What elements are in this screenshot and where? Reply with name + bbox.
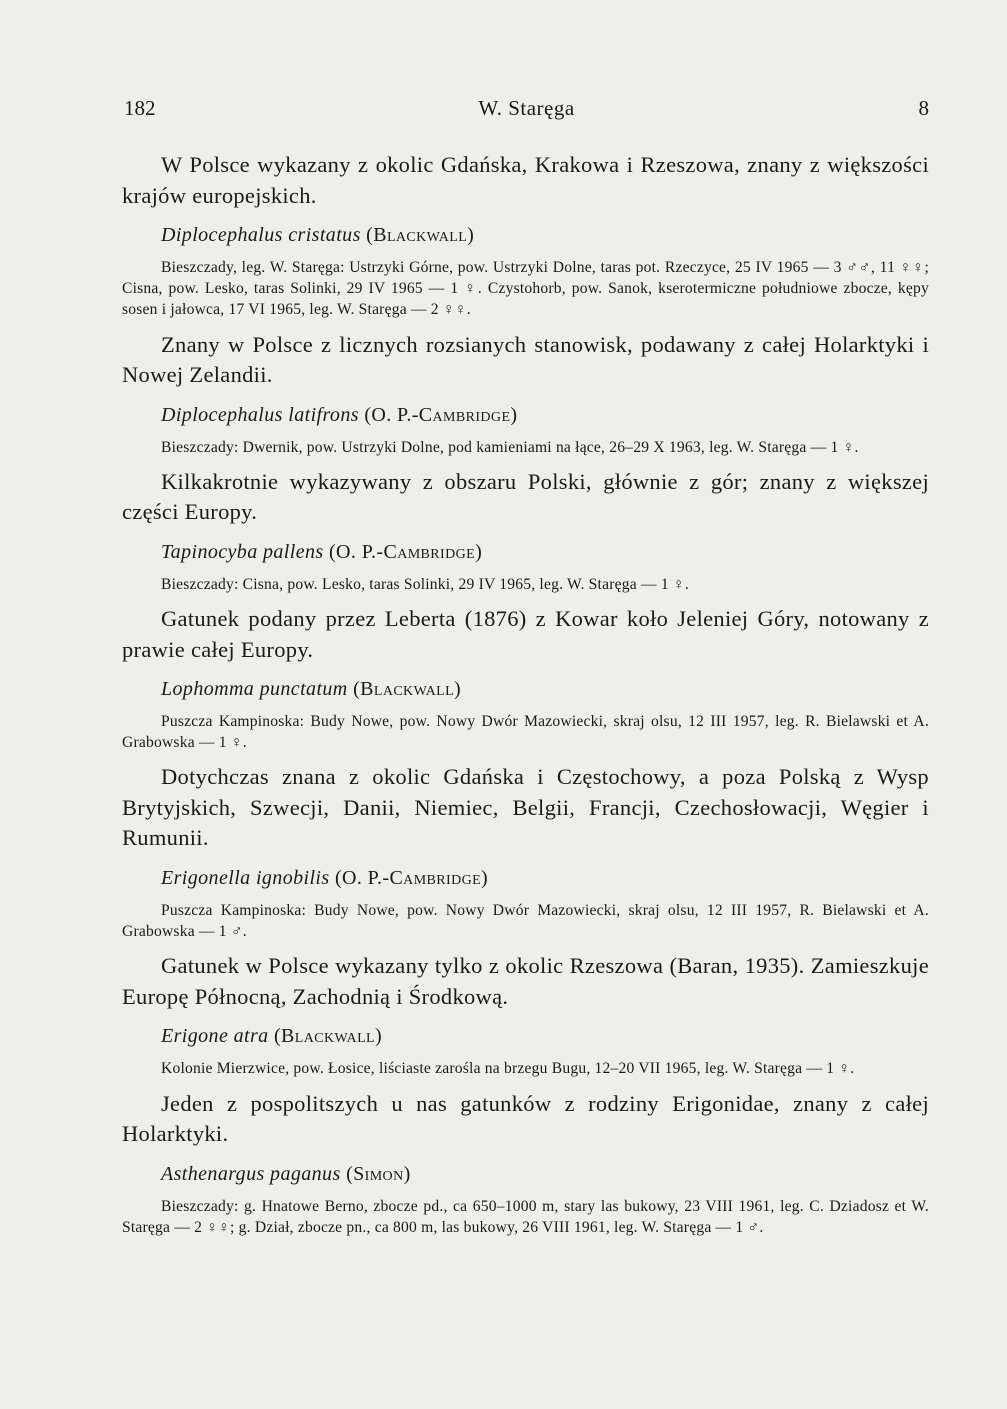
- paragraph: Gatunek podany przez Leberta (1876) z Kowar koło Jeleniej Góry, notowany z prawie całej Europy.: [122, 606, 929, 662]
- species-heading: [161, 1023, 929, 1049]
- running-header: [124, 96, 929, 128]
- species-name: Diplocephalus cristatus: [161, 224, 361, 246]
- collection-record: Bieszczady: Dwernik, pow. Ustrzyki Dolne, pod kamieniami na łące, 26–29 X 1963, leg. W. Staręga — 1 ♀.: [161, 438, 859, 456]
- species-name: Diplocephalus latifrons: [161, 403, 359, 426]
- species-name: Erigone atra: [161, 1025, 269, 1048]
- species-heading: [161, 865, 929, 891]
- species-author: (O. P.-Cambridge): [334, 866, 489, 889]
- species-author: (Blackwall): [353, 678, 462, 701]
- page-number: 182: [124, 96, 156, 120]
- species-heading: [161, 539, 929, 565]
- species-name: Asthenargus paganus: [161, 1162, 341, 1185]
- species-heading: [161, 1161, 929, 1187]
- species-heading: [161, 676, 929, 702]
- paragraph: Dotychczas znana z okolic Gdańska i Częstochowy, a poza Polską z Wysp Brytyjskich, Szwecji, Danii, Niemiec, Belgii, Francji, Czechosłowacji, Węgier i Rumunii.: [122, 764, 929, 851]
- running-author: W. Staręga: [478, 96, 575, 120]
- species-heading: [161, 402, 929, 428]
- collection-record: Puszcza Kampinoska: Budy Nowe, pow. Nowy Dwór Mazowiecki, skraj olsu, 12 III 1957, R. Bielawski et A. Grabowska — 1 ♂.: [122, 901, 929, 941]
- species-heading: [161, 222, 929, 248]
- paragraph: W Polsce wykazany z okolic Gdańska, Krakowa i Rzeszowa, znany z większości krajów europejskich.: [122, 152, 929, 208]
- collection-record: Bieszczady, leg. W. Staręga: Ustrzyki Górne, pow. Ustrzyki Dolne, taras pot. Rzeczyce, 25 IV 1965 — 3 ♂♂, 11 ♀♀; Cisna, pow. Lesko, taras Solinki, 29 IV 1965 — 1 ♀. Czystohorb, pow. Sanok, kserotermiczne południowe zbocze, kępy sosen i jałowca, 17 VI 1965, leg. W. Staręga — 2 ♀♀.: [122, 259, 929, 319]
- species-author: (O. P.-Cambridge): [364, 403, 518, 426]
- species-author: (O. P.-Cambridge): [328, 540, 483, 563]
- issue-number: 8: [918, 96, 929, 120]
- species-name: Lophomma punctatum: [161, 678, 348, 701]
- article-body: [122, 150, 929, 1247]
- paragraph: Gatunek w Polsce wykazany tylko z okolic Rzeszowa (Baran, 1935). Zamieszkuje Europę Północną, Zachodnią i Środkową.: [122, 953, 929, 1009]
- collection-record: Bieszczady: g. Hnatowe Berno, zbocze pd., ca 650–1000 m, stary las bukowy, 23 VIII 1961, leg. C. Dziadosz et W. Staręga — 2 ♀♀; g. Dział, zbocze pn., ca 800 m, las bukowy, 26 VIII 1961, leg. W. Staręga — 1 ♂.: [122, 1197, 929, 1236]
- collection-record: Bieszczady: Cisna, pow. Lesko, taras Solinki, 29 IV 1965, leg. W. Staręga — 1 ♀.: [161, 575, 689, 593]
- paragraph: Znany w Polsce z licznych rozsianych stanowisk, podawany z całej Holarktyki i Nowej Zelandii.: [122, 331, 929, 388]
- species-author: (Blackwall): [366, 224, 475, 246]
- species-author: (Blackwall): [273, 1025, 383, 1048]
- paragraph: Kilkakrotnie wykazywany z obszaru Polski, głównie z gór; znany z większej części Europy.: [122, 468, 929, 525]
- species-name: Tapinocyba pallens: [161, 540, 324, 563]
- paragraph: Jeden z pospolitszych u nas gatunków z rodziny Erigonidae, znany z całej Holarktyki.: [122, 1090, 929, 1147]
- collection-record: Puszcza Kampinoska: Budy Nowe, pow. Nowy Dwór Mazowiecki, skraj olsu, 12 III 1957, leg. R. Bielawski et A. Grabowska — 1 ♀.: [122, 713, 929, 752]
- collection-record: Kolonie Mierzwice, pow. Łosice, liściaste zarośla na brzegu Bugu, 12–20 VII 1965, leg. W. Staręga — 1 ♀.: [161, 1060, 855, 1078]
- species-author: (Simon): [346, 1162, 411, 1185]
- species-name: Erigonella ignobilis: [161, 866, 330, 889]
